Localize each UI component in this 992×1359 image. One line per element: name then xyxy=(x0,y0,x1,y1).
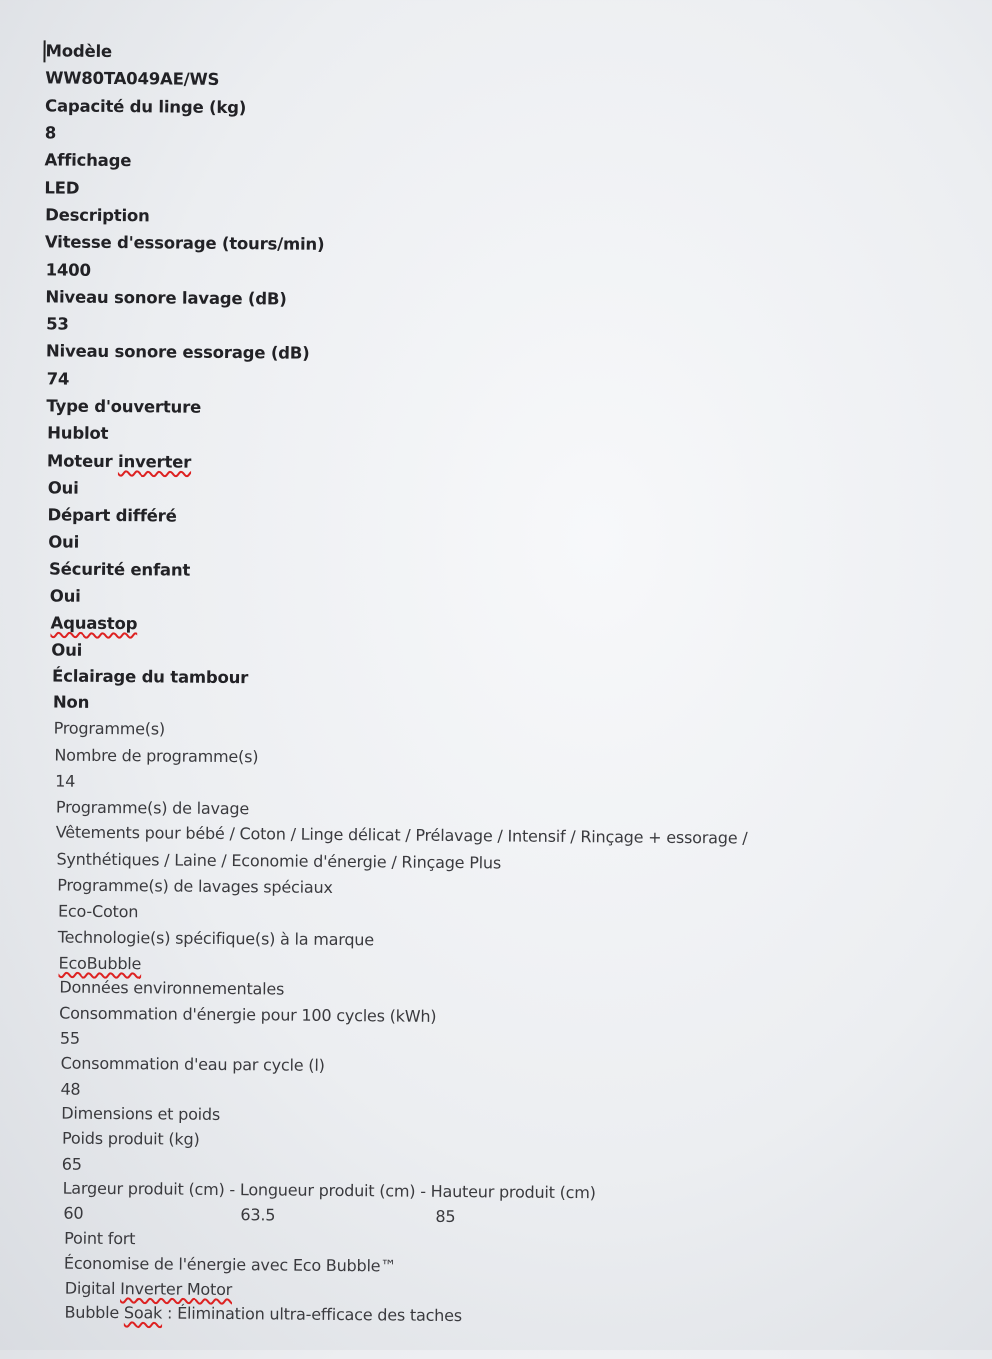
spec-label-capacity: Capacité du linge (kg) xyxy=(44,96,247,118)
spec-value-aquastop: Oui xyxy=(51,640,83,660)
spec-value-width: 60 xyxy=(63,1203,84,1223)
spec-value-capacity: 8 xyxy=(44,123,57,143)
spec-label-display: Affichage xyxy=(44,150,132,171)
spec-value-height: 85 xyxy=(435,1206,456,1227)
spec-label-dimensions: Largeur produit (cm) - Longueur produit (cm) - Hauteur produit (cm) xyxy=(62,1178,596,1203)
section-environment: Données environnementales xyxy=(59,977,285,999)
spec-label-inverter-text: Moteur xyxy=(46,451,119,472)
spec-value-length: 63.5 xyxy=(240,1205,276,1225)
spec-label-delayed-start: Départ différé xyxy=(47,505,177,526)
spec-value-model: WW80TA049AE/WS xyxy=(45,68,220,89)
spec-label-special-programs: Programme(s) de lavages spéciaux xyxy=(57,875,333,897)
spec-value-special-programs: Eco-Coton xyxy=(57,901,139,922)
highlight-bubble-text: Bubble xyxy=(64,1302,125,1323)
spellcheck-word-ecobubble: EcoBubble xyxy=(58,953,142,974)
spellcheck-word-inverter: inverter xyxy=(117,452,192,472)
spec-label-aquastop xyxy=(50,613,137,634)
spec-value-child-lock: Oui xyxy=(49,586,81,606)
section-programs: Programme(s) xyxy=(53,718,166,739)
section-highlights: Point fort xyxy=(64,1228,136,1249)
spec-value-delayed-start: Oui xyxy=(48,532,80,552)
spellcheck-word-aquastop: Aquastop xyxy=(50,613,138,634)
spec-value-wash-programs-1: Vêtements pour bébé / Coton / Linge délicat / Prélavage / Intensif / Rinçage + essorage / xyxy=(55,822,748,848)
spec-value-drum-light: Non xyxy=(52,692,90,712)
highlight-bubble-desc: : Élimination ultra-efficace des taches xyxy=(162,1303,463,1326)
spec-value-energy: 55 xyxy=(59,1028,80,1048)
spec-value-spin-speed: 1400 xyxy=(45,260,91,280)
spec-value-noise-spin: 74 xyxy=(46,369,70,389)
spellcheck-word-soak: Soak xyxy=(123,1303,163,1323)
spec-label-opening: Type d'ouverture xyxy=(46,396,202,417)
spec-label-wash-programs: Programme(s) de lavage xyxy=(55,797,250,819)
spec-value-wash-programs-2: Synthétiques / Laine / Economie d'énergie / Rinçage Plus xyxy=(56,849,502,873)
spec-label-water: Consommation d'eau par cycle (l) xyxy=(60,1053,325,1075)
spec-value-weight: 65 xyxy=(61,1154,82,1174)
section-description: Description xyxy=(45,205,150,226)
highlight-digital-text: Digital xyxy=(64,1278,121,1299)
spec-label-drum-light: Éclairage du tambour xyxy=(52,666,249,688)
highlight-eco-bubble: Économise de l'énergie avec Eco Bubble™ xyxy=(63,1253,397,1276)
spec-label-noise-spin: Niveau sonore essorage (dB) xyxy=(45,341,310,363)
spec-label-child-lock: Sécurité enfant xyxy=(48,559,191,580)
highlight-bubble-soak xyxy=(64,1303,462,1326)
spec-label-weight: Poids produit (kg) xyxy=(61,1128,200,1149)
spec-label-spin-speed: Vitesse d'essorage (tours/min) xyxy=(44,232,325,254)
highlight-inverter-motor xyxy=(65,1279,233,1300)
spec-label-noise-wash: Niveau sonore lavage (dB) xyxy=(45,287,287,309)
spec-label-brand-tech: Technologie(s) spécifique(s) à la marque xyxy=(57,927,375,950)
spellcheck-word-inverter-motor: Inverter Motor xyxy=(120,1279,233,1300)
spec-value-noise-wash: 53 xyxy=(46,314,69,334)
spec-value-brand-tech xyxy=(59,954,142,975)
section-dimensions: Dimensions et poids xyxy=(61,1103,221,1124)
spec-value-inverter-motor: Oui xyxy=(47,478,79,498)
spec-label-modele: Modèle xyxy=(45,41,113,61)
spec-value-opening: Hublot xyxy=(47,423,109,443)
spec-label-energy: Consommation d'énergie pour 100 cycles (kWh) xyxy=(59,1003,437,1026)
spec-label-inverter-motor xyxy=(47,451,191,472)
spec-value-display: LED xyxy=(44,178,80,198)
spec-value-water: 48 xyxy=(60,1079,81,1099)
spec-label-program-count: Nombre de programme(s) xyxy=(54,745,259,767)
spec-value-program-count: 14 xyxy=(55,771,76,791)
